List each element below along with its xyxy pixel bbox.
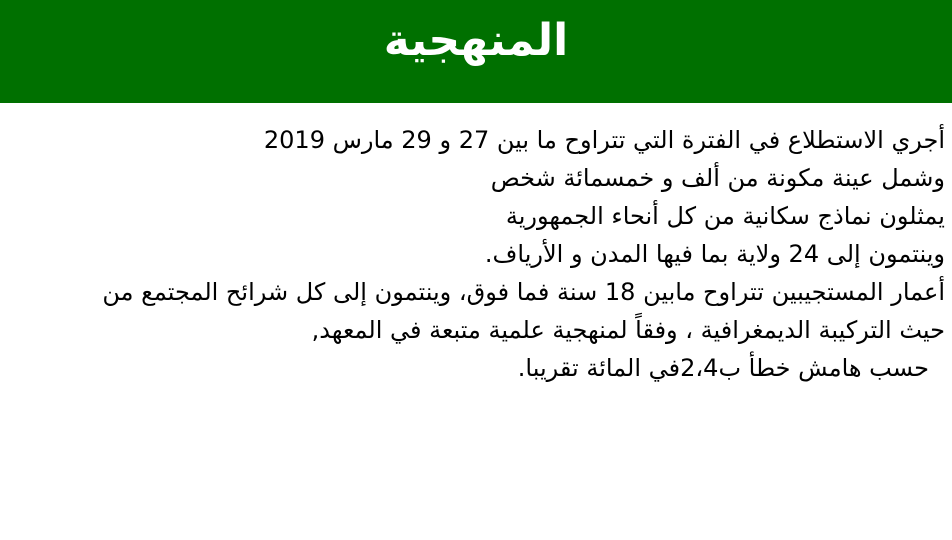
methodology-text bbox=[0, 103, 952, 387]
text-line-demographics: حيث التركيبة الديمغرافية ، وفقاً لمنهجية علمية متبعة في المعهد, bbox=[311, 316, 945, 344]
text-line-survey-period: أجري الاستطلاع في الفترة التي تتراوح ما بين 27 و 29 مارس 2019 bbox=[263, 126, 945, 154]
page-title: المنهجية bbox=[383, 14, 569, 66]
text-line-population: يمثلون نماذج سكانية من كل أنحاء الجمهورية bbox=[505, 202, 945, 230]
header-banner bbox=[0, 0, 952, 103]
text-line-sample-size: وشمل عينة مكونة من ألف و خمسمائة شخص bbox=[490, 164, 945, 192]
text-line-age-range: أعمار المستجيبين تتراوح مابين 18 سنة فما فوق، وينتمون إلى كل شرائح المجتمع من bbox=[102, 278, 945, 306]
text-line-margin-of-error: حسب هامش خطأ ب2،4في المائة تقريبا. bbox=[517, 354, 929, 382]
text-line-regions: وينتمون إلى 24 ولاية بما فيها المدن و الأرياف. bbox=[484, 240, 945, 268]
